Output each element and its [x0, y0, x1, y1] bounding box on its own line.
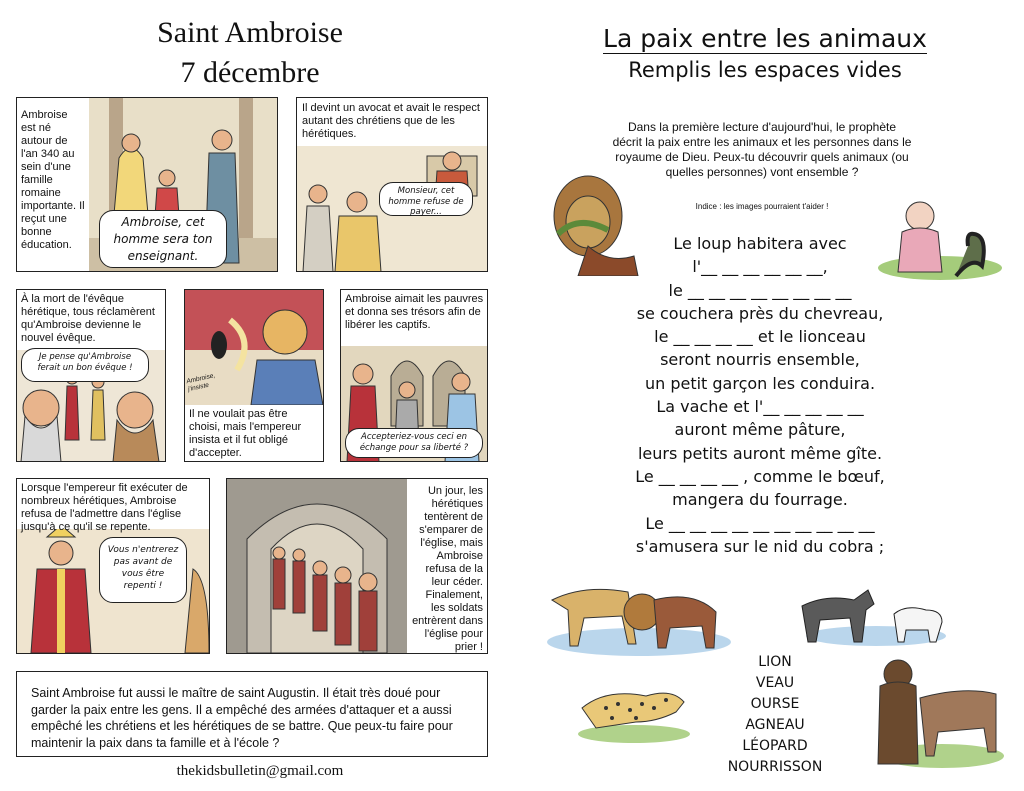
- word-bank-item: LÉOPARD: [742, 738, 808, 754]
- panel-2-speech-bubble: Monsieur, cet homme refuse de payer...: [379, 182, 473, 216]
- word-bank-item: VEAU: [755, 675, 795, 691]
- lion-and-calf-icon: [544, 570, 734, 656]
- word-bank-item: AGNEAU: [745, 717, 805, 733]
- comic-panel-2: [296, 97, 488, 272]
- poem-line: leurs petits auront même gîte.: [637, 443, 883, 463]
- leopard-icon: [576, 678, 692, 744]
- poem-line: Le loup habitera avec: [673, 234, 847, 253]
- poem-line: seront nourris ensemble,: [660, 350, 860, 370]
- word-bank-item: LION: [758, 654, 792, 670]
- comic-panel-4: [184, 289, 324, 462]
- comic-panel-6: [16, 478, 210, 654]
- panel-5-speech-bubble: Accepteriez-vous ceci en échange pour sa liberté ?: [345, 428, 483, 458]
- poem-line: un petit garçon les conduira.: [644, 373, 876, 393]
- panel-2-caption: Il devint un avocat et avait le respect autant des chrétiens que de les hérétiques.: [302, 102, 480, 140]
- comic-panel-7: [226, 478, 488, 654]
- bear-and-cow-icon: [872, 652, 1004, 770]
- contact-email: thekidsbulletin@gmail.com: [176, 763, 344, 779]
- poem-line: La vache et l'__ __ __ __ __: [656, 397, 864, 417]
- word-bank-item: OURSE: [750, 696, 800, 712]
- feast-date: 7 décembre: [180, 56, 320, 89]
- poem-line: Le __ __ __ __ __ __ __ __ __ __: [645, 513, 875, 533]
- church-soldiers-illustration: [227, 479, 407, 653]
- panel-1-caption: Ambroise est né autour de l'an 340 au sein d'une famille romaine importante. Il reçut une bonne éducation.: [21, 109, 85, 251]
- poem-line: Le __ __ __ __ , comme le bœuf,: [635, 466, 885, 486]
- activity-subtitle: Remplis les espaces vides: [628, 58, 902, 82]
- panel-3-caption: À la mort de l'évêque hérétique, tous réclamèrent qu'Ambroise devienne le nouvel évêque.: [21, 293, 155, 344]
- panel-5-caption: Ambroise aimait les pauvres et donna ses trésors afin de libérer les captifs.: [345, 293, 484, 331]
- fill-in-the-blanks-text: [580, 232, 940, 558]
- poem-line: mangera du fourrage.: [672, 490, 848, 510]
- poem-line: s'amusera sur le nid du cobra ;: [635, 536, 885, 556]
- comic-panel-1: [16, 97, 278, 272]
- poem-line: auront même pâture,: [674, 420, 846, 440]
- poem-line: le __ __ __ __ __ __ __ __: [668, 280, 852, 300]
- poem-line: se couchera près du chevreau,: [636, 303, 884, 323]
- activity-intro: Dans la première lecture d'aujourd'hui, le prophète décrit la paix entre les animaux et les personnes dans le royaume de Dieu. Peux-tu découvrir quels animaux (ou quelles personnes) vont ensemble ?: [612, 120, 912, 179]
- activity-hint: Indice : les images pourraient t'aider !: [695, 202, 829, 211]
- letter-text: Ambroise, j'insiste: [185, 372, 216, 394]
- panel-6-speech-bubble: Vous n'entrerez pas avant de vous être repenti !: [99, 537, 187, 603]
- activity-title: La paix entre les animaux: [603, 24, 927, 53]
- poem-line: l'__ __ __ __ __ __,: [692, 257, 828, 277]
- summary-box: Saint Ambroise fut aussi le maître de saint Augustin. Il était très doué pour garder la paix entre les gens. Il a empêché des armées d'attaquer et a aussi empêché les chrétiens et les hérétiques de se battre. Que peux-tu faire pour maintenir la paix dans ta famille et à l'école ?: [16, 671, 488, 757]
- panel-4-caption: Il ne voulait pas être choisi, mais l'empereur insista et il fut obligé d'accepter.: [189, 408, 302, 459]
- comic-panel-5: [340, 289, 488, 462]
- comic-panel-3: [16, 289, 166, 462]
- word-bank: [700, 652, 850, 778]
- panel-7-caption: Un jour, les hérétiques tentèrent de s'emparer de l'église, mais Ambroise refusa de la leur céder. Finalement, les soldats entrèrent dans l'église pour prier !: [412, 485, 483, 653]
- panel-3-speech-bubble: Je pense qu'Ambroise ferait un bon évêque !: [21, 348, 149, 382]
- panel-6-caption: Lorsque l'empereur fit exécuter de nombreux hérétiques, Ambroise refusa de l'admettre dans l'église jusqu'à ce qu'il se repente.: [21, 482, 188, 533]
- poem-line: le __ __ __ __ et le lionceau: [654, 327, 866, 347]
- word-bank-item: NOURRISSON: [727, 759, 823, 775]
- page-title: Saint Ambroise: [157, 16, 343, 49]
- wolf-and-lamb-icon: [796, 584, 946, 646]
- panel-1-speech-bubble: Ambroise, cet homme sera ton enseignant.: [99, 210, 227, 268]
